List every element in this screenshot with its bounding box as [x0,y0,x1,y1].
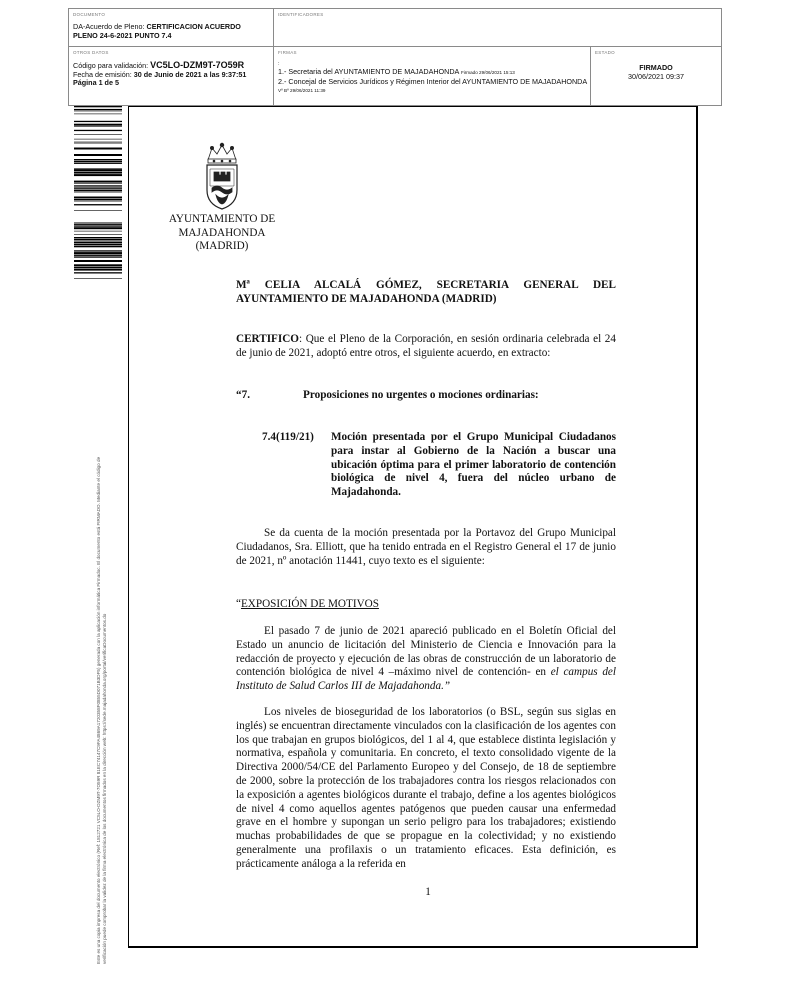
estado-firmado: FIRMADO [639,63,673,72]
certifico-text: : Que el Pleno de la Corporación, en sesión ordinaria celebrada el 24 de junio de 2021, adoptó entre otros, el siguiente acuerdo, en extracto: [236,333,616,359]
barcode-bar [74,161,122,162]
barcode-bar [74,126,122,127]
barcode-bar [74,148,122,150]
identificadores-cell [274,9,721,47]
barcode-bar [74,256,122,257]
documento-prefix: DA-Acuerdo de Pleno: [73,22,147,31]
barcode-bar [74,174,122,176]
firma-1: 1.- Secretaria del AYUNTAMIENTO DE MAJADAHONDA [278,67,459,76]
codigo-validacion[interactable]: VC5LO-DZM9T-7O59R [150,60,245,70]
proposiciones-number: “7. [236,389,250,401]
paragraph-2 [236,625,616,694]
barcode-bar [74,244,122,246]
estado-date: 30/06/2021 09:37 [628,71,684,81]
fecha-label: Fecha de emisión: [73,69,134,79]
barcode-bar [74,187,122,188]
barcode-bar [74,190,122,191]
paragraph-3: Los niveles de bioseguridad de los laboratorios (o BSL, según sus siglas en inglés) se encuentran directamente vinculados con la clasificación de los agentes con los que trabajan en grupos biológicos, del 1 al 4, que establece distinta legislación y normativa, española y comunitaria. En concreto, el texto consolidado vigente de la Directiva 2000/54/CE del Parlamento Europeo y del Consejo, de 18 de septiembre de 2000, sobre la protección de los trabajadores contra los riesgos relacionados con la exposición a agentes biológicos durante el trabajo, define a los agentes biológicos de nivel 4 como aquellos agentes patógenos que pueden causar una enfermedad grave en el hombre y supongan un serio peligro para los trabajadores; existiendo muchas probabilidades de que se propague en la colectividad; y no existiendo generalmente una profilaxis o un tratamiento eficaces. Esta definición, es prácticamente análoga a la referida en [236,706,616,870]
pagina-count: Página 1 de 5 [73,78,119,88]
barcode-bar [74,223,122,224]
exposicion-heading [236,598,379,610]
barcode-bar [74,188,122,189]
documento-value [73,23,271,40]
barcode-bar [74,227,122,229]
barcode-bar [74,260,122,262]
barcode-bar [74,109,122,110]
barcode-bar [74,181,122,183]
barcode-bar [74,172,122,174]
barcode-bar [74,241,122,242]
barcode-bar [74,130,122,131]
proposiciones-title: Proposiciones no urgentes o mociones ordinarias: [303,389,539,401]
secretary-heading: Mª CELIA ALCALÁ GÓMEZ, SECRETARIA GENERAL DEL AYUNTAMIENTO DE MAJADAHONDA (MADRID) [236,279,616,305]
barcode-bar [74,168,122,169]
otros-datos-cell [69,47,274,105]
barcode-bar [74,143,122,144]
barcode-bar [74,267,122,268]
barcode-bar [74,278,122,279]
barcode-bar [74,242,122,243]
exposicion-title: EXPOSICIÓN DE MOTIVOS [240,598,379,610]
barcode-bar [74,234,122,235]
exposicion-quote: “ [236,598,241,610]
barcode-bar [74,239,122,240]
barcode-bar [74,169,122,171]
documento-title: CERTIFICACION ACUERDO [146,22,241,31]
documento-subtitle: PLENO 24-6-2021 PUNTO 7.4 [73,30,172,40]
barcode-bar [74,197,122,199]
barcode-bar [74,111,122,112]
paragraph-1: Se da cuenta de la moción presentada por la Portavoz del Grupo Municipal Ciudadanos, Sra. Elliott, que ha tenido entrada en el Registro General el 17 de junio de 2021, nº anotación 11441, cuyo texto es el siguiente: [236,527,616,567]
codigo-label: Código para validación: [73,61,151,70]
documento-label: DOCUMENTO [73,12,106,17]
barcode-bar [74,192,122,193]
side-text-line-1: Este es una copia impresa del documento electrónico (Ref: 1812721 VC5LO-DZM9T-7O59R 81EC74147C9FA4869A1720358F0855D071B3DF5) generada con la aplicación informática Firmadoc. El documento está FIRMADO. Mediante el código de [96,456,101,964]
barcode-bar [74,154,122,156]
barcode-bar [74,201,122,202]
barcode-bar [74,231,122,232]
identificadores-label: IDENTIFICADORES [278,12,324,17]
barcode-bar [74,142,122,143]
barcode-bar [74,255,122,256]
barcode-bar [74,106,122,107]
barcode-bar [74,183,122,184]
barcode-bar [74,121,122,122]
side-text-line-2: verificación puede comprobar la validez de la firma electrónica de los documentos firmados en la dirección web: https://sede.majadahonda.org/portal/verificaDocumentos.do [101,613,107,964]
barcode-bar [74,139,122,140]
barcode-bar [74,264,122,266]
fecha-emision: 30 de Junio de 2021 a las 9:37:51 [133,69,247,79]
page-number: 1 [425,886,431,898]
letterhead-line-2: MAJADAHONDA [178,226,266,239]
barcode-bar [74,252,122,254]
firma-1-date: Firmado 29/06/2021 15:13 [460,70,515,75]
firma-2-date: Vº Bº 29/06/2021 11:39 [278,88,326,94]
barcode-bar [74,237,122,238]
barcode-bar [74,224,122,225]
otros-datos-value [73,61,271,88]
barcode-bar [74,134,122,135]
otros-datos-label: OTROS DATOS [73,50,109,55]
barcode-bar [74,163,122,164]
letterhead-line-1: AYUNTAMIENTO DE [168,213,276,225]
barcode-bar [74,225,122,226]
barcode-bar [74,250,122,251]
barcode-bar [74,185,122,186]
documento-cell [69,9,274,47]
paragraph-2-text: El pasado 7 de junio de 2021 apareció publicado en el Boletín Oficial del Estado un anuncio de licitación del Ministerio de Ciencia e Innovación para la redacción de proyecto y ejecución de las obras de construcción de un laboratorio de contención biológica de nivel 4 –máximo nivel de contención- en [236,625,616,679]
barcode-bar [74,204,122,205]
barcode-bar [74,114,122,115]
mocion-title: Moción presentada por el Grupo Municipal Ciudadanos para instar al Gobierno de la Nación a buscar una ubicación óptima para el primer laboratorio de contención biológica de nivel 4, fuera del núcleo urbano de Majadahonda. [331,431,616,499]
coat-of-arms-icon [200,142,244,212]
letterhead-line-3: (MADRID) [195,240,249,253]
certifico-paragraph [236,333,616,361]
estado-cell [591,47,721,105]
barcode-image [74,106,122,280]
barcode-bar [74,269,122,271]
firmas-cell [274,47,591,105]
barcode-bar [74,159,122,160]
firmas-label: FIRMAS [278,50,297,55]
mocion-number: 7.4(119/21) [262,431,314,443]
side-verification-text [96,284,107,964]
signature-header [68,8,722,106]
firma-2: 2.- Concejal de Servicios Jurídicos y Régimen Interior del AYUNTAMIENTO DE MAJADAHONDA [278,76,588,86]
barcode-bar [74,272,122,273]
firmas-list [278,59,590,96]
letterhead [160,213,284,254]
certifico-label: CERTIFICO [236,333,300,345]
estado-label: ESTADO [595,50,615,55]
firmas-dash: : [278,61,280,67]
barcode-bar [74,210,122,211]
barcode-bar [74,124,122,126]
barcode-bar [74,199,122,200]
estado-value [591,64,721,81]
paragraph-2-italic: el campus del Instituto de Salud Carlos III de Majadahonda.” [236,666,617,693]
barcode-bar [74,246,122,247]
